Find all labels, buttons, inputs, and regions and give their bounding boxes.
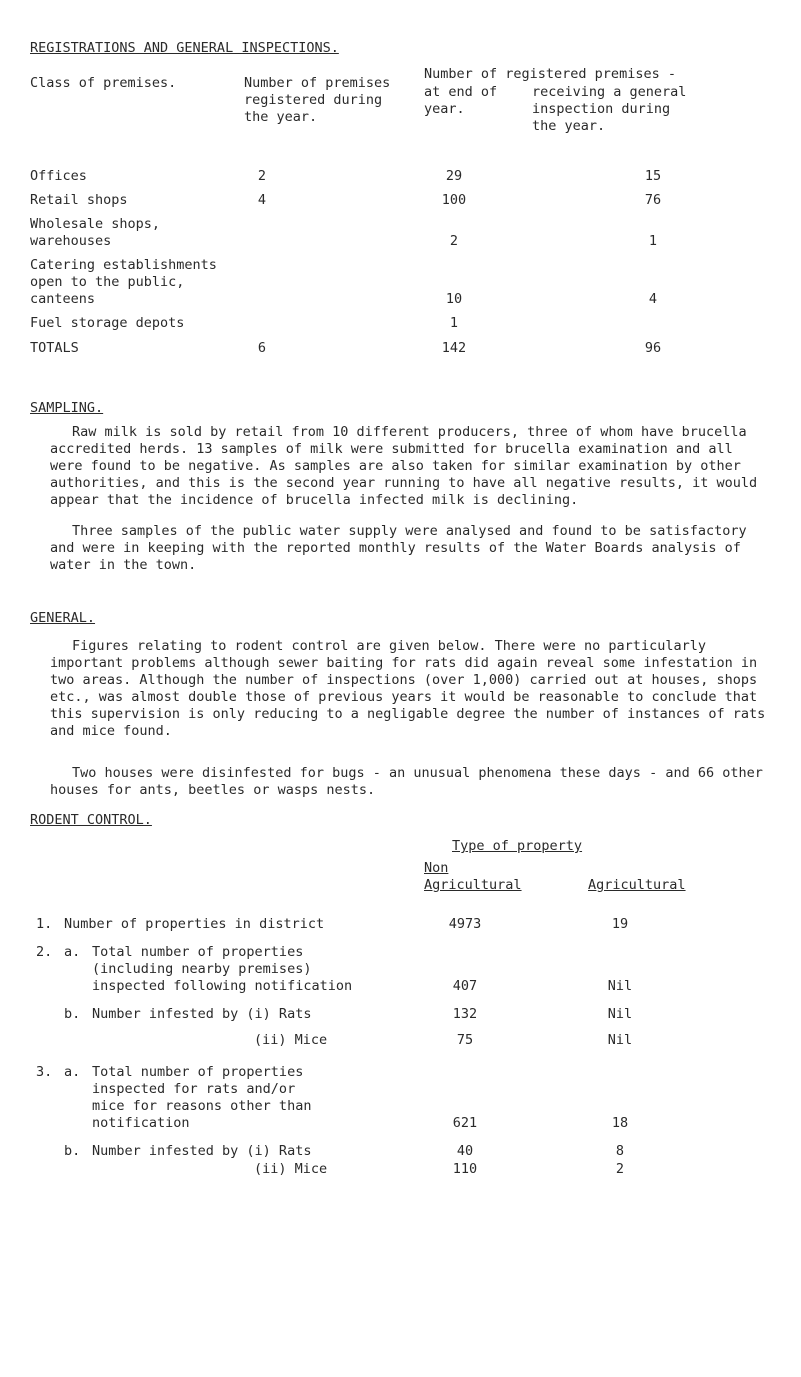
agricultural-value: 19 — [611, 916, 629, 932]
row-sub: b. — [64, 1143, 81, 1159]
general-heading: GENERAL. — [30, 610, 96, 626]
non-agricultural-value: 621 — [452, 1115, 478, 1131]
row-label: Total number of properties inspected for rats and/or mice for reasons other than notification — [92, 1064, 312, 1131]
non-agricultural-value: 40 — [456, 1143, 474, 1159]
row-number: 2. — [36, 944, 53, 960]
non-agricultural-value: 132 — [452, 1006, 478, 1022]
inspected-value: 96 — [644, 340, 662, 356]
row-label: (ii) Mice — [254, 1032, 328, 1048]
general-paragraph-1: Figures relating to rodent control are given below. There were no particularly important problems although sewer baiting for rats did again reveal some infestation in two areas. Although the number of inspections (over 1,000) carried out at houses, shops etc., was almost double those of previous years it would be reasonable to conclude that this supervision is only reducing to a negligable degree the number of instances of rats and mice found. — [50, 638, 766, 739]
row-label: Number of properties in district — [64, 916, 325, 932]
row-number: 1. — [36, 916, 53, 932]
agricultural-value: Nil — [607, 1006, 633, 1022]
col-header-number-of: Number of registered premises - — [424, 66, 676, 82]
registration-heading: REGISTRATIONS AND GENERAL INSPECTIONS. — [30, 40, 339, 56]
col-header-inspection: receiving a general inspection during the year. — [532, 84, 687, 134]
col-header-end-year: at end of year. — [424, 84, 498, 117]
col-header-agricultural: Agricultural — [588, 877, 686, 893]
sampling-paragraph-1: Raw milk is sold by retail from 10 different producers, three of whom have brucella accredited herds. 13 samples of milk were submitted for brucella examination and all were found to be negative. As samples are also taken for similar examination by other authorities, and this is the second year running to have all negative results, it would appear that the incidence of brucella infected milk is declining. — [50, 424, 758, 508]
non-agricultural-value: 4973 — [448, 916, 482, 932]
agricultural-value: Nil — [607, 1032, 633, 1048]
registered-value: 6 — [257, 340, 267, 356]
row-number: 3. — [36, 1064, 53, 1080]
row-sub: a. — [64, 1064, 81, 1080]
rodent-heading: RODENT CONTROL. — [30, 812, 152, 828]
non-agricultural-value: 407 — [452, 978, 478, 994]
row-label: Catering establishments open to the public, canteens — [30, 257, 217, 307]
registered-value: 4 — [257, 192, 267, 208]
type-of-property-heading: Type of property — [452, 838, 583, 854]
row-label: Total number of properties (including nearby premises) inspected following notification — [92, 944, 353, 994]
row-label: Offices — [30, 168, 87, 184]
row-label: (ii) Mice — [254, 1161, 328, 1177]
end-year-value: 100 — [441, 192, 467, 208]
agricultural-value: Nil — [607, 978, 633, 994]
agricultural-value: 18 — [611, 1115, 629, 1131]
sampling-heading: SAMPLING. — [30, 400, 104, 416]
inspected-value: 76 — [644, 192, 662, 208]
inspected-value: 1 — [648, 233, 658, 249]
sampling-paragraph-2: Three samples of the public water supply were analysed and found to be satisfactory and were in keeping with the reported monthly results of the Water Boards analysis of water in the town. — [50, 523, 747, 573]
row-label: Wholesale shops, warehouses — [30, 216, 161, 249]
inspected-value: 15 — [644, 168, 662, 184]
row-label: Number infested by (i) Rats — [92, 1006, 312, 1022]
agricultural-value: 8 — [615, 1143, 625, 1159]
row-sub: b. — [64, 1006, 81, 1022]
general-paragraph-2: Two houses were disinfested for bugs - an unusual phenomena these days - and 66 other houses for ants, beetles or wasps nests. — [50, 765, 763, 798]
non-agricultural-value: 110 — [452, 1161, 478, 1177]
row-label: Retail shops — [30, 192, 128, 208]
end-year-value: 2 — [449, 233, 459, 249]
row-label: Number infested by (i) Rats — [92, 1143, 312, 1159]
agricultural-value: 2 — [615, 1161, 625, 1177]
row-sub: a. — [64, 944, 81, 960]
inspected-value: 4 — [648, 291, 658, 307]
row-label: Fuel storage depots — [30, 315, 185, 331]
col-header-class: Class of premises. — [30, 75, 177, 91]
row-label: TOTALS — [30, 340, 79, 356]
col-header-non-agricultural: Non Agricultural — [424, 860, 522, 893]
end-year-value: 142 — [441, 340, 467, 356]
end-year-value: 10 — [445, 291, 463, 307]
non-agricultural-value: 75 — [456, 1032, 474, 1048]
end-year-value: 29 — [445, 168, 463, 184]
registered-value: 2 — [257, 168, 267, 184]
end-year-value: 1 — [449, 315, 459, 331]
col-header-registered: Number of premises registered during the year. — [244, 75, 391, 125]
